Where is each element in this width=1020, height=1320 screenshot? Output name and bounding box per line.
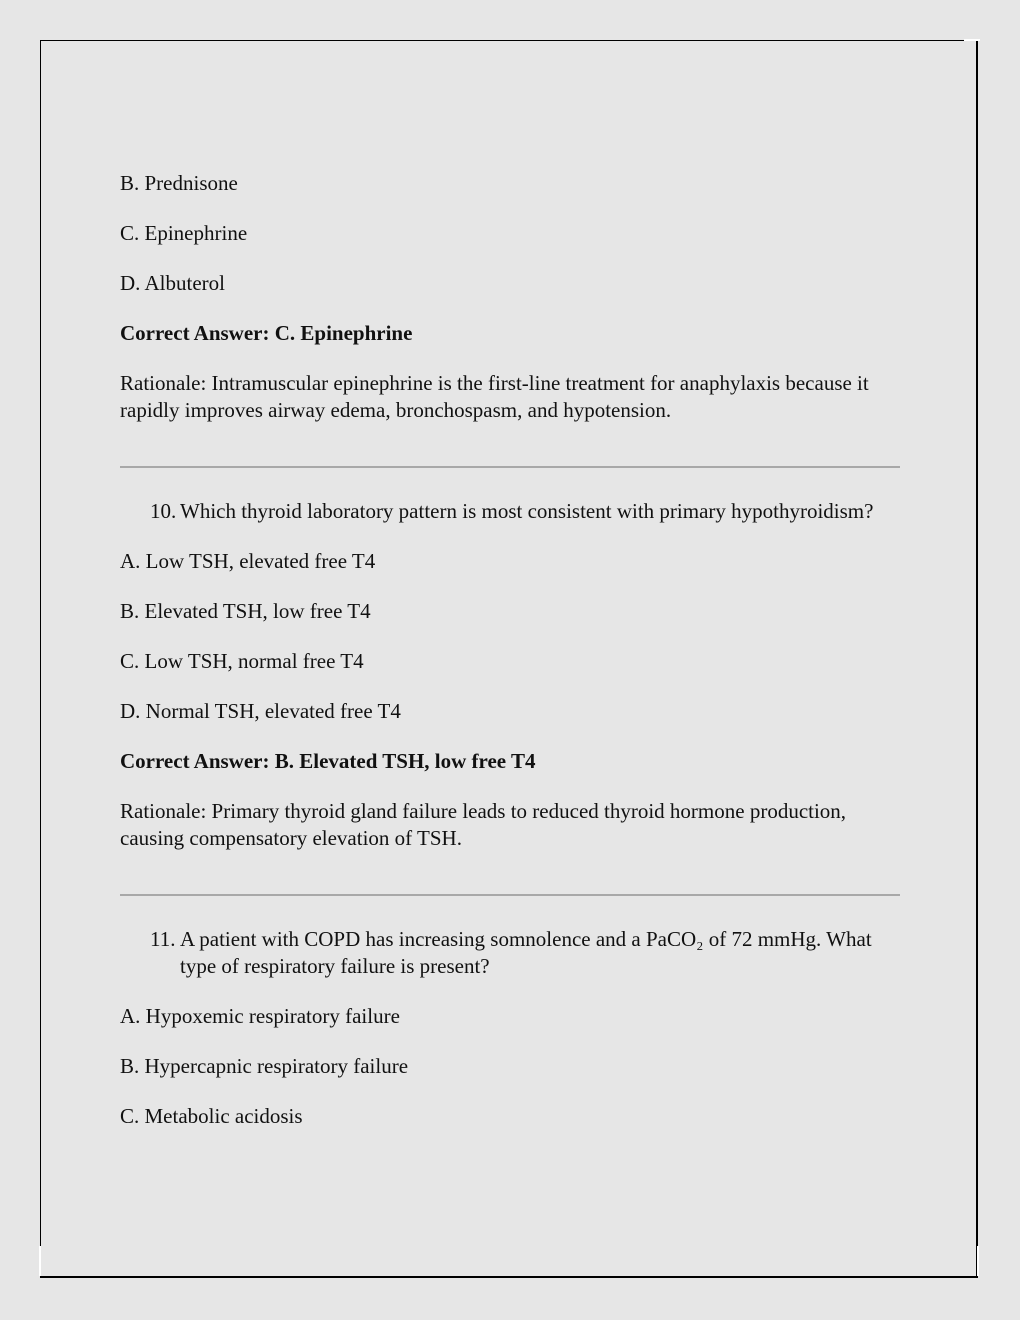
- previous-question-block: [120, 170, 900, 424]
- section-divider: [120, 894, 900, 896]
- corner-mark-top-right: [964, 39, 980, 41]
- document-content: [120, 170, 900, 1153]
- rationale: Rationale: Primary thyroid gland failure leads to reduced thyroid hormone production, causing compensatory elevation of TSH.: [120, 799, 847, 850]
- question-10: [150, 498, 900, 525]
- question-10-block: [120, 498, 900, 852]
- question-text: A patient with COPD has increasing somnolence and a PaCO₂ of 72 mmHg. What type of respiratory failure is present?: [180, 927, 872, 978]
- answer-option: B. Prednisone: [120, 171, 238, 195]
- answer-option: B. Hypercapnic respiratory failure: [120, 1054, 409, 1078]
- corner-mark-bottom-left: [39, 1246, 41, 1276]
- correct-answer: Correct Answer: C. Epinephrine: [120, 321, 413, 345]
- question-11-block: [120, 926, 900, 1130]
- answer-option: C. Epinephrine: [120, 221, 248, 245]
- question-number: 11.: [150, 927, 176, 951]
- answer-option: C. Metabolic acidosis: [120, 1104, 303, 1128]
- question-text: Which thyroid laboratory pattern is most consistent with primary hypothyroidism?: [180, 499, 874, 523]
- question-number: 10.: [150, 499, 177, 523]
- answer-option: D. Albuterol: [120, 271, 225, 295]
- correct-answer: Correct Answer: B. Elevated TSH, low free T4: [120, 749, 536, 773]
- answer-option: B. Elevated TSH, low free T4: [120, 599, 371, 623]
- answer-option: A. Low TSH, elevated free T4: [120, 549, 376, 573]
- answer-option: C. Low TSH, normal free T4: [120, 649, 364, 673]
- answer-option: D. Normal TSH, elevated free T4: [120, 699, 401, 723]
- rationale: Rationale: Intramuscular epinephrine is the first-line treatment for anaphylaxis because it rapidly improves airway edema, bronchospasm, and hypotension.: [120, 371, 869, 422]
- corner-mark-bottom-right: [977, 1246, 979, 1276]
- answer-option: A. Hypoxemic respiratory failure: [120, 1004, 400, 1028]
- section-divider: [120, 466, 900, 468]
- question-11: [150, 926, 900, 980]
